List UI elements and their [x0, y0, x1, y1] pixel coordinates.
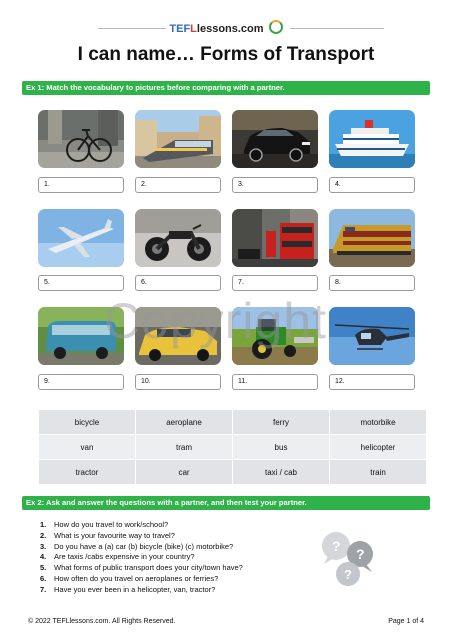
- vocabulary-row: [39, 410, 427, 435]
- svg-text:?: ?: [344, 567, 352, 582]
- vocab-word: bus: [233, 435, 330, 460]
- page-title: I can name… Forms of Transport: [77, 44, 375, 65]
- vocab-word: aeroplane: [136, 410, 233, 435]
- speech-bubbles-icon: [318, 528, 380, 590]
- train-photo: [329, 209, 415, 267]
- question-number: 6.: [40, 573, 47, 583]
- svg-text:?: ?: [332, 538, 341, 554]
- answer-box-10[interactable]: 10.: [135, 374, 221, 390]
- question-item: [40, 574, 243, 585]
- question-number: 3.: [40, 541, 47, 551]
- answer-box-5[interactable]: 5.: [38, 275, 124, 291]
- vocab-word: ferry: [233, 410, 330, 435]
- question-text: How often do you travel on aeroplanes or ferries?: [54, 573, 219, 583]
- exercise-2-instruction: Ex 2: Ask and answer the questions with a partner, and then test your partner.: [22, 496, 430, 510]
- question-text: Are taxis /cabs expensive in your country?: [54, 552, 195, 562]
- vocabulary-row: [39, 460, 427, 485]
- answer-box-8[interactable]: 8.: [329, 275, 415, 291]
- vocab-word: helicopter: [330, 435, 427, 460]
- van-photo: [38, 307, 124, 365]
- taxi-photo: [135, 307, 221, 365]
- vocab-word: taxi / cab: [233, 460, 330, 485]
- logo-text-l: L: [190, 23, 197, 35]
- question-text: Do you have a (a) car (b) bicycle (bike) (c) motorbike?: [54, 541, 234, 551]
- vocab-word: tram: [136, 435, 233, 460]
- vocabulary-row: [39, 435, 427, 460]
- question-number: 4.: [40, 552, 47, 562]
- answer-box-11[interactable]: 11.: [232, 374, 318, 390]
- question-text: What forms of public transport does your city/town have?: [54, 563, 243, 573]
- answer-box-6[interactable]: 6.: [135, 275, 221, 291]
- vocab-word: bicycle: [39, 410, 136, 435]
- vocab-word: van: [39, 435, 136, 460]
- question-item: [40, 552, 243, 563]
- car-photo: [232, 110, 318, 168]
- footer-copyright: © 2022 TEFLlessons.com. All Rights Reserved.: [28, 618, 176, 625]
- question-item: [40, 520, 243, 531]
- globe-icon: [269, 20, 283, 34]
- answer-box-7[interactable]: 7.: [232, 275, 318, 291]
- vocabulary-table: [38, 409, 427, 485]
- exercise-1-instruction: Ex 1: Match the vocabulary to pictures before comparing with a partner.: [22, 81, 430, 95]
- vocab-word: car: [136, 460, 233, 485]
- answer-box-2[interactable]: 2.: [135, 177, 221, 193]
- question-text: How do you travel to work/school?: [54, 520, 169, 529]
- aeroplane-photo: [38, 209, 124, 267]
- tractor-photo: [232, 307, 318, 365]
- answer-box-12[interactable]: 12.: [329, 374, 415, 390]
- logo-text-tef: TEF: [169, 23, 191, 35]
- copyright-watermark: Copyright: [104, 293, 327, 349]
- bus-taxi-photo: [232, 209, 318, 267]
- page-number: Page 1 of 4: [388, 618, 424, 625]
- tram-photo: [135, 110, 221, 168]
- answer-box-1[interactable]: 1.: [38, 177, 124, 193]
- question-text: What is your favourite way to travel?: [54, 530, 175, 540]
- logo-text-lessons: lessons.com: [196, 23, 264, 35]
- answer-box-4[interactable]: 4.: [329, 177, 415, 193]
- question-list: [40, 520, 243, 596]
- question-text: Have you ever been in a helicopter, van, tractor?: [54, 584, 216, 594]
- question-item: [40, 542, 243, 553]
- vocab-word: train: [330, 460, 427, 485]
- bicycle-photo: [38, 110, 124, 168]
- answer-box-9[interactable]: 9.: [38, 374, 124, 390]
- vocab-word: motorbike: [330, 410, 427, 435]
- vocab-word: tractor: [39, 460, 136, 485]
- ferry-photo: [329, 110, 415, 168]
- question-number: 1.: [40, 520, 47, 529]
- question-number: 5.: [40, 563, 47, 573]
- question-item: [40, 585, 243, 596]
- site-logo: [0, 20, 452, 35]
- svg-text:?: ?: [356, 546, 365, 562]
- motorbike-photo: [135, 209, 221, 267]
- answer-box-3[interactable]: 3.: [232, 177, 318, 193]
- question-number: 2.: [40, 530, 47, 540]
- helicopter-photo: [329, 307, 415, 365]
- question-number: 7.: [40, 584, 47, 594]
- question-item: [40, 563, 243, 574]
- question-item: [40, 531, 243, 542]
